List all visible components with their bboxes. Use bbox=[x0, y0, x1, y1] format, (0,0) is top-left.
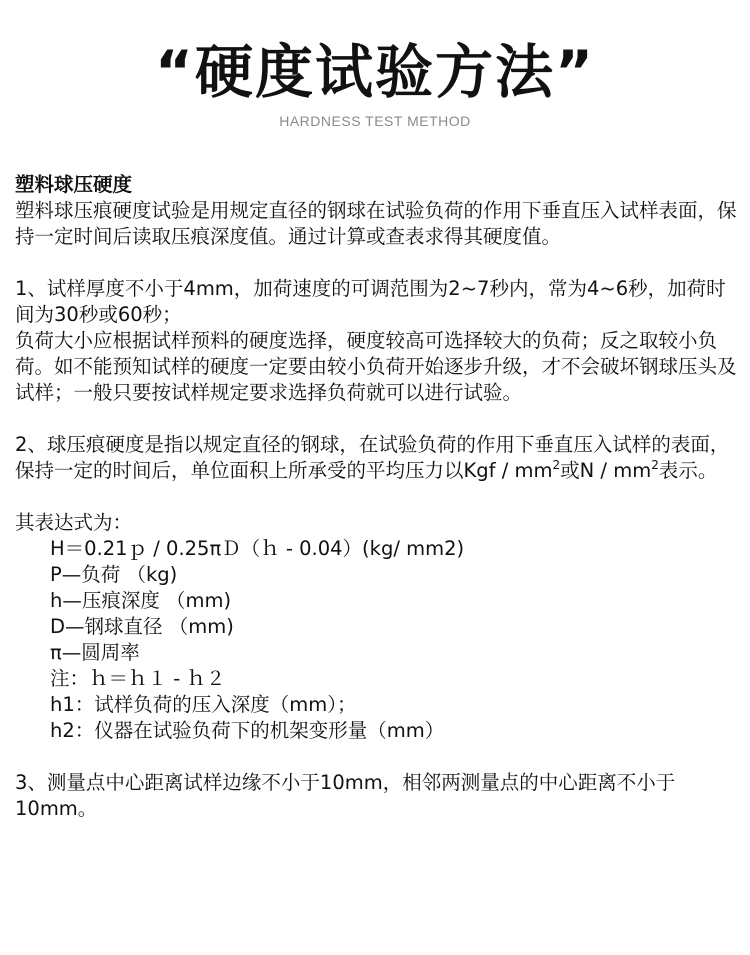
item2-paragraph bbox=[15, 432, 737, 484]
page-subtitle: HARDNESS TEST METHOD bbox=[279, 113, 471, 129]
item2-superscript-b: 2 bbox=[651, 458, 659, 472]
item2-text-a: 2、球压痕硬度是指以规定直径的钢球，在试验负荷的作用下垂直压入试样的表面，保持一定的时间后，单位面积上所承受的平均压力以Kgf / mm bbox=[15, 433, 730, 482]
spacer bbox=[15, 744, 737, 770]
item1-line1: 1、试样厚度不小于4mm，加荷速度的可调范围为2~7秒内，常为4~6秒，加荷时间为30秒或60秒； bbox=[15, 277, 726, 326]
formula-line: h2：仪器在试验负荷下的机架变形量（mm） bbox=[50, 719, 445, 742]
spacer bbox=[15, 406, 737, 432]
section-intro: 塑料球压痕硬度试验是用规定直径的钢球在试验负荷的作用下垂直压入试样表面，保持一定时间后读取压痕深度值。通过计算或查表求得其硬度值。 bbox=[15, 199, 737, 248]
formula-line: π—圆周率 bbox=[50, 641, 140, 664]
item2-text-c: 表示。 bbox=[658, 459, 718, 482]
item2-text-b: 或N / mm bbox=[560, 459, 652, 482]
spacer bbox=[15, 250, 737, 276]
item3-paragraph: 3、测量点中心距离试样边缘不小于10mm，相邻两测量点的中心距离不小于10mm。 bbox=[15, 771, 676, 820]
page-title: “硬度试验方法” bbox=[154, 38, 596, 106]
formula-line: D—钢球直径 （mm) bbox=[50, 615, 234, 638]
section-title: 塑料球压硬度 bbox=[15, 173, 133, 196]
item1-line2: 负荷大小应根据试样预料的硬度选择，硬度较高可选择较大的负荷；反之取较小负荷。如不能预知试样的硬度一定要由较小负荷开始逐步升级，才不会破坏钢球压头及试样；一般只要按试样规定要求选择负荷就可以进行试验。 bbox=[15, 329, 737, 404]
formula-line: h1：试样负荷的压入深度（mm）； bbox=[50, 693, 357, 716]
formula-line: 注：ｈ＝ｈ１ - ｈ２ bbox=[50, 667, 226, 690]
item2-superscript-a: 2 bbox=[552, 458, 561, 472]
formula-line: h—压痕深度 （mm) bbox=[50, 589, 232, 612]
article-body bbox=[15, 172, 737, 822]
spacer bbox=[15, 484, 737, 510]
formula-heading: 其表达式为： bbox=[15, 511, 133, 534]
formula-line: H＝0.21ｐ / 0.25πＤ（ｈ - 0.04）(kg/ mm2) bbox=[50, 537, 465, 560]
formula-line: P—负荷 （kg) bbox=[50, 563, 178, 586]
